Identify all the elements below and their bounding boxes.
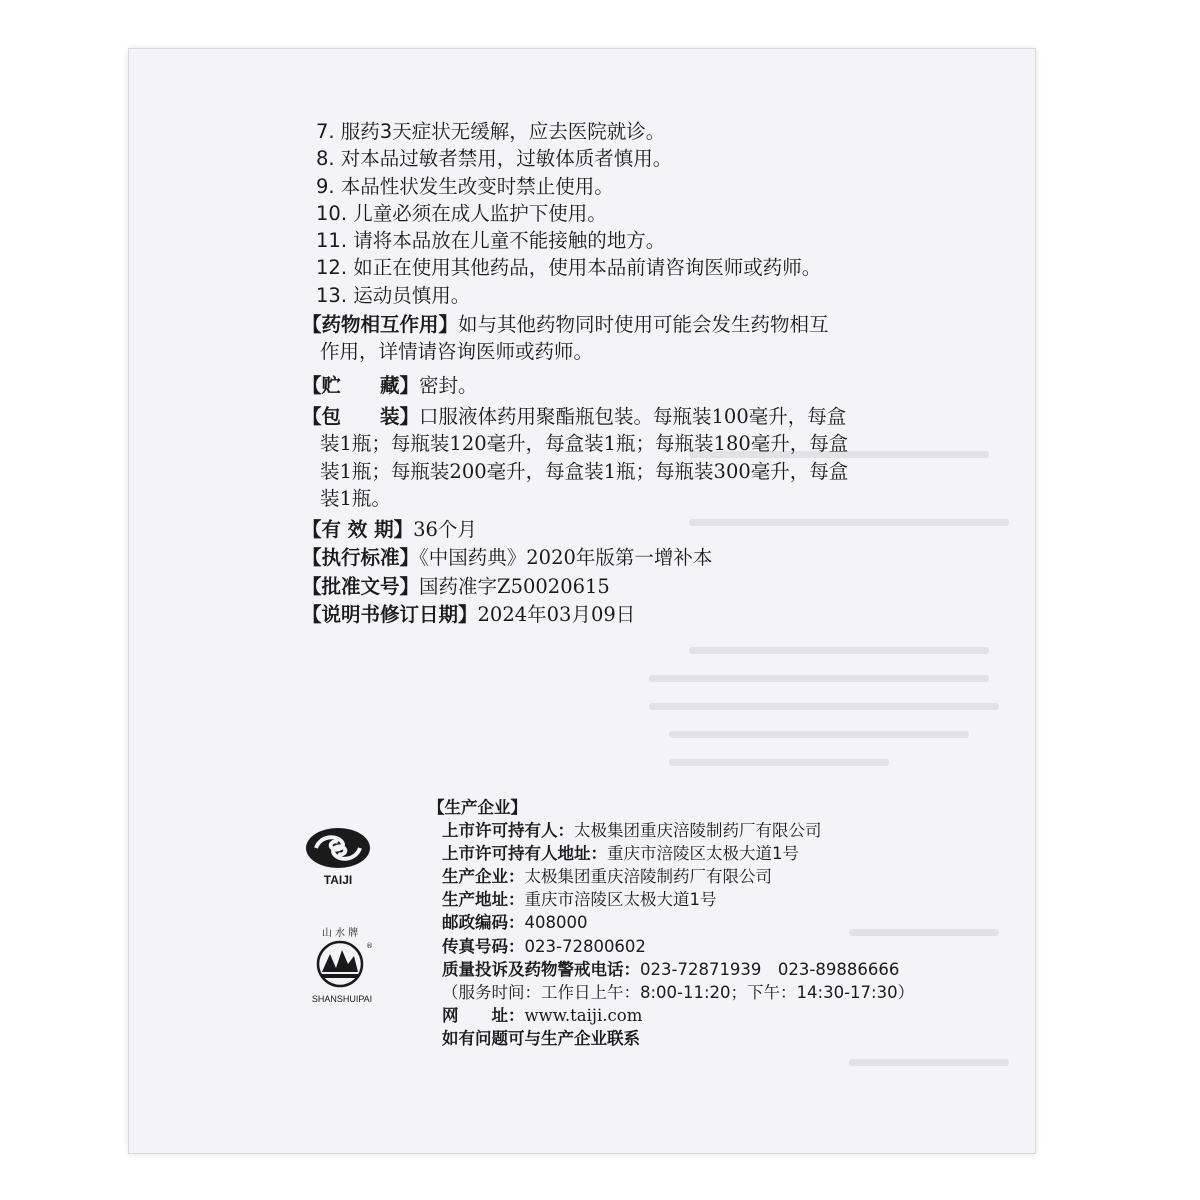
shanshui-logo-en: SHANSHUIPAI [311,994,373,1004]
precaution-item: 12. 如正在使用其他药品，使用本品前请咨询医师或药师。 [316,256,822,280]
validity-section [302,516,900,543]
taiji-logo [302,826,374,888]
precaution-item: 10. 儿童必须在成人监护下使用。 [316,201,607,225]
approval-value: 国药准字Z50020615 [419,574,610,598]
precaution-item: 11. 请将本品放在儿童不能接触的地方。 [316,229,666,253]
postcode-label: 邮政编码： [442,913,525,933]
precaution-item: 9. 本品性状发生改变时禁止使用。 [316,174,614,198]
website-label: 网 址： [442,1005,525,1025]
postcode-row [428,911,948,934]
section-key: 【有 效 期】 [302,518,414,542]
manufacturer-heading: 【生产企业】 [428,798,527,817]
holder-value: 太极集团重庆涪陵制药厂有限公司 [574,821,822,841]
holder-address-value: 重庆市涪陵区太极大道1号 [607,844,799,864]
precautions-list [180,118,900,309]
approval-section [302,573,900,600]
holder-row [428,819,948,842]
shanshui-logo-cn: 山 水 牌 [321,928,359,939]
revision-section [302,601,900,628]
interaction-text-cont: 作用，详情请咨询医师或药师。 [320,340,594,364]
interaction-text: 如与其他药物同时使用可能会发生药物相互 [458,313,829,337]
section-key: 【包 装】 [302,404,420,428]
shanshui-logo [296,920,388,1006]
hotline-value: 023-72871939 023-89886666 [640,959,900,979]
package-text-cont: 装1瓶；每瓶装200毫升，每盒装1瓶；每瓶装300毫升，每盒 [320,459,849,483]
storage-value: 密封。 [419,373,478,397]
precaution-item: 7. 服药3天症状无缓解，应去医院就诊。 [316,120,666,143]
address-label: 生产地址： [442,890,525,910]
show-through-line [649,675,989,682]
section-key: 【批准文号】 [302,574,420,598]
validity-value: 36个月 [413,518,477,542]
service-hours-row: （服务时间：工作日上午：8:00-11:20；下午：14:30-17:30） [442,982,915,1002]
producer-label: 生产企业： [442,867,525,887]
package-text-cont: 装1瓶；每瓶装120毫升，每盒装1瓶；每瓶装180毫升，每盒 [320,432,849,456]
section-key: 【贮 藏】 [302,373,420,397]
producer-value: 太极集团重庆涪陵制药厂有限公司 [524,867,772,887]
svg-text:®: ® [366,942,373,950]
leaflet-content [180,118,900,628]
contact-row: 如有问题可与生产企业联系 [442,1028,640,1048]
website-row [428,1004,948,1027]
precaution-item: 8. 对本品过敏者禁用，过敏体质者慎用。 [316,147,673,171]
holder-address-row [428,842,948,865]
package-text-cont: 装1瓶。 [320,486,391,510]
address-value: 重庆市涪陵区太极大道1号 [524,890,717,910]
standard-section [302,544,900,571]
show-through-line [669,759,889,766]
section-key: 【执行标准】 [302,546,420,570]
interaction-section [302,311,900,366]
manufacturer-block [428,796,948,1050]
section-key: 【说明书修订日期】 [302,603,478,627]
show-through-line [649,703,999,710]
fax-row [428,935,948,958]
show-through-line [689,647,989,654]
standard-value: 《中国药典》2020年版第一增补本 [419,546,713,570]
holder-address-label: 上市许可持有人地址： [442,844,607,864]
postcode-value: 408000 [524,913,588,933]
website-value: www.taiji.com [524,1005,643,1025]
package-text: 口服液体药用聚酯瓶包装。每瓶装100毫升，每盒 [419,404,847,428]
holder-label: 上市许可持有人： [442,821,574,841]
hotline-row [428,958,948,981]
address-row [428,888,948,911]
taiji-logo-text: TAIJI [323,873,353,887]
precaution-item: 13. 运动员慎用。 [316,283,471,307]
storage-section [302,372,900,399]
section-key: 【药物相互作用】 [302,313,459,337]
producer-row [428,865,948,888]
fax-value: 023-72800602 [524,936,646,956]
fax-label: 传真号码： [442,936,525,956]
revision-value: 2024年03月09日 [477,603,636,627]
package-section [302,403,900,512]
show-through-line [669,731,969,738]
show-through-line [849,1059,1009,1066]
hotline-label: 质量投诉及药物警戒电话： [442,959,640,979]
